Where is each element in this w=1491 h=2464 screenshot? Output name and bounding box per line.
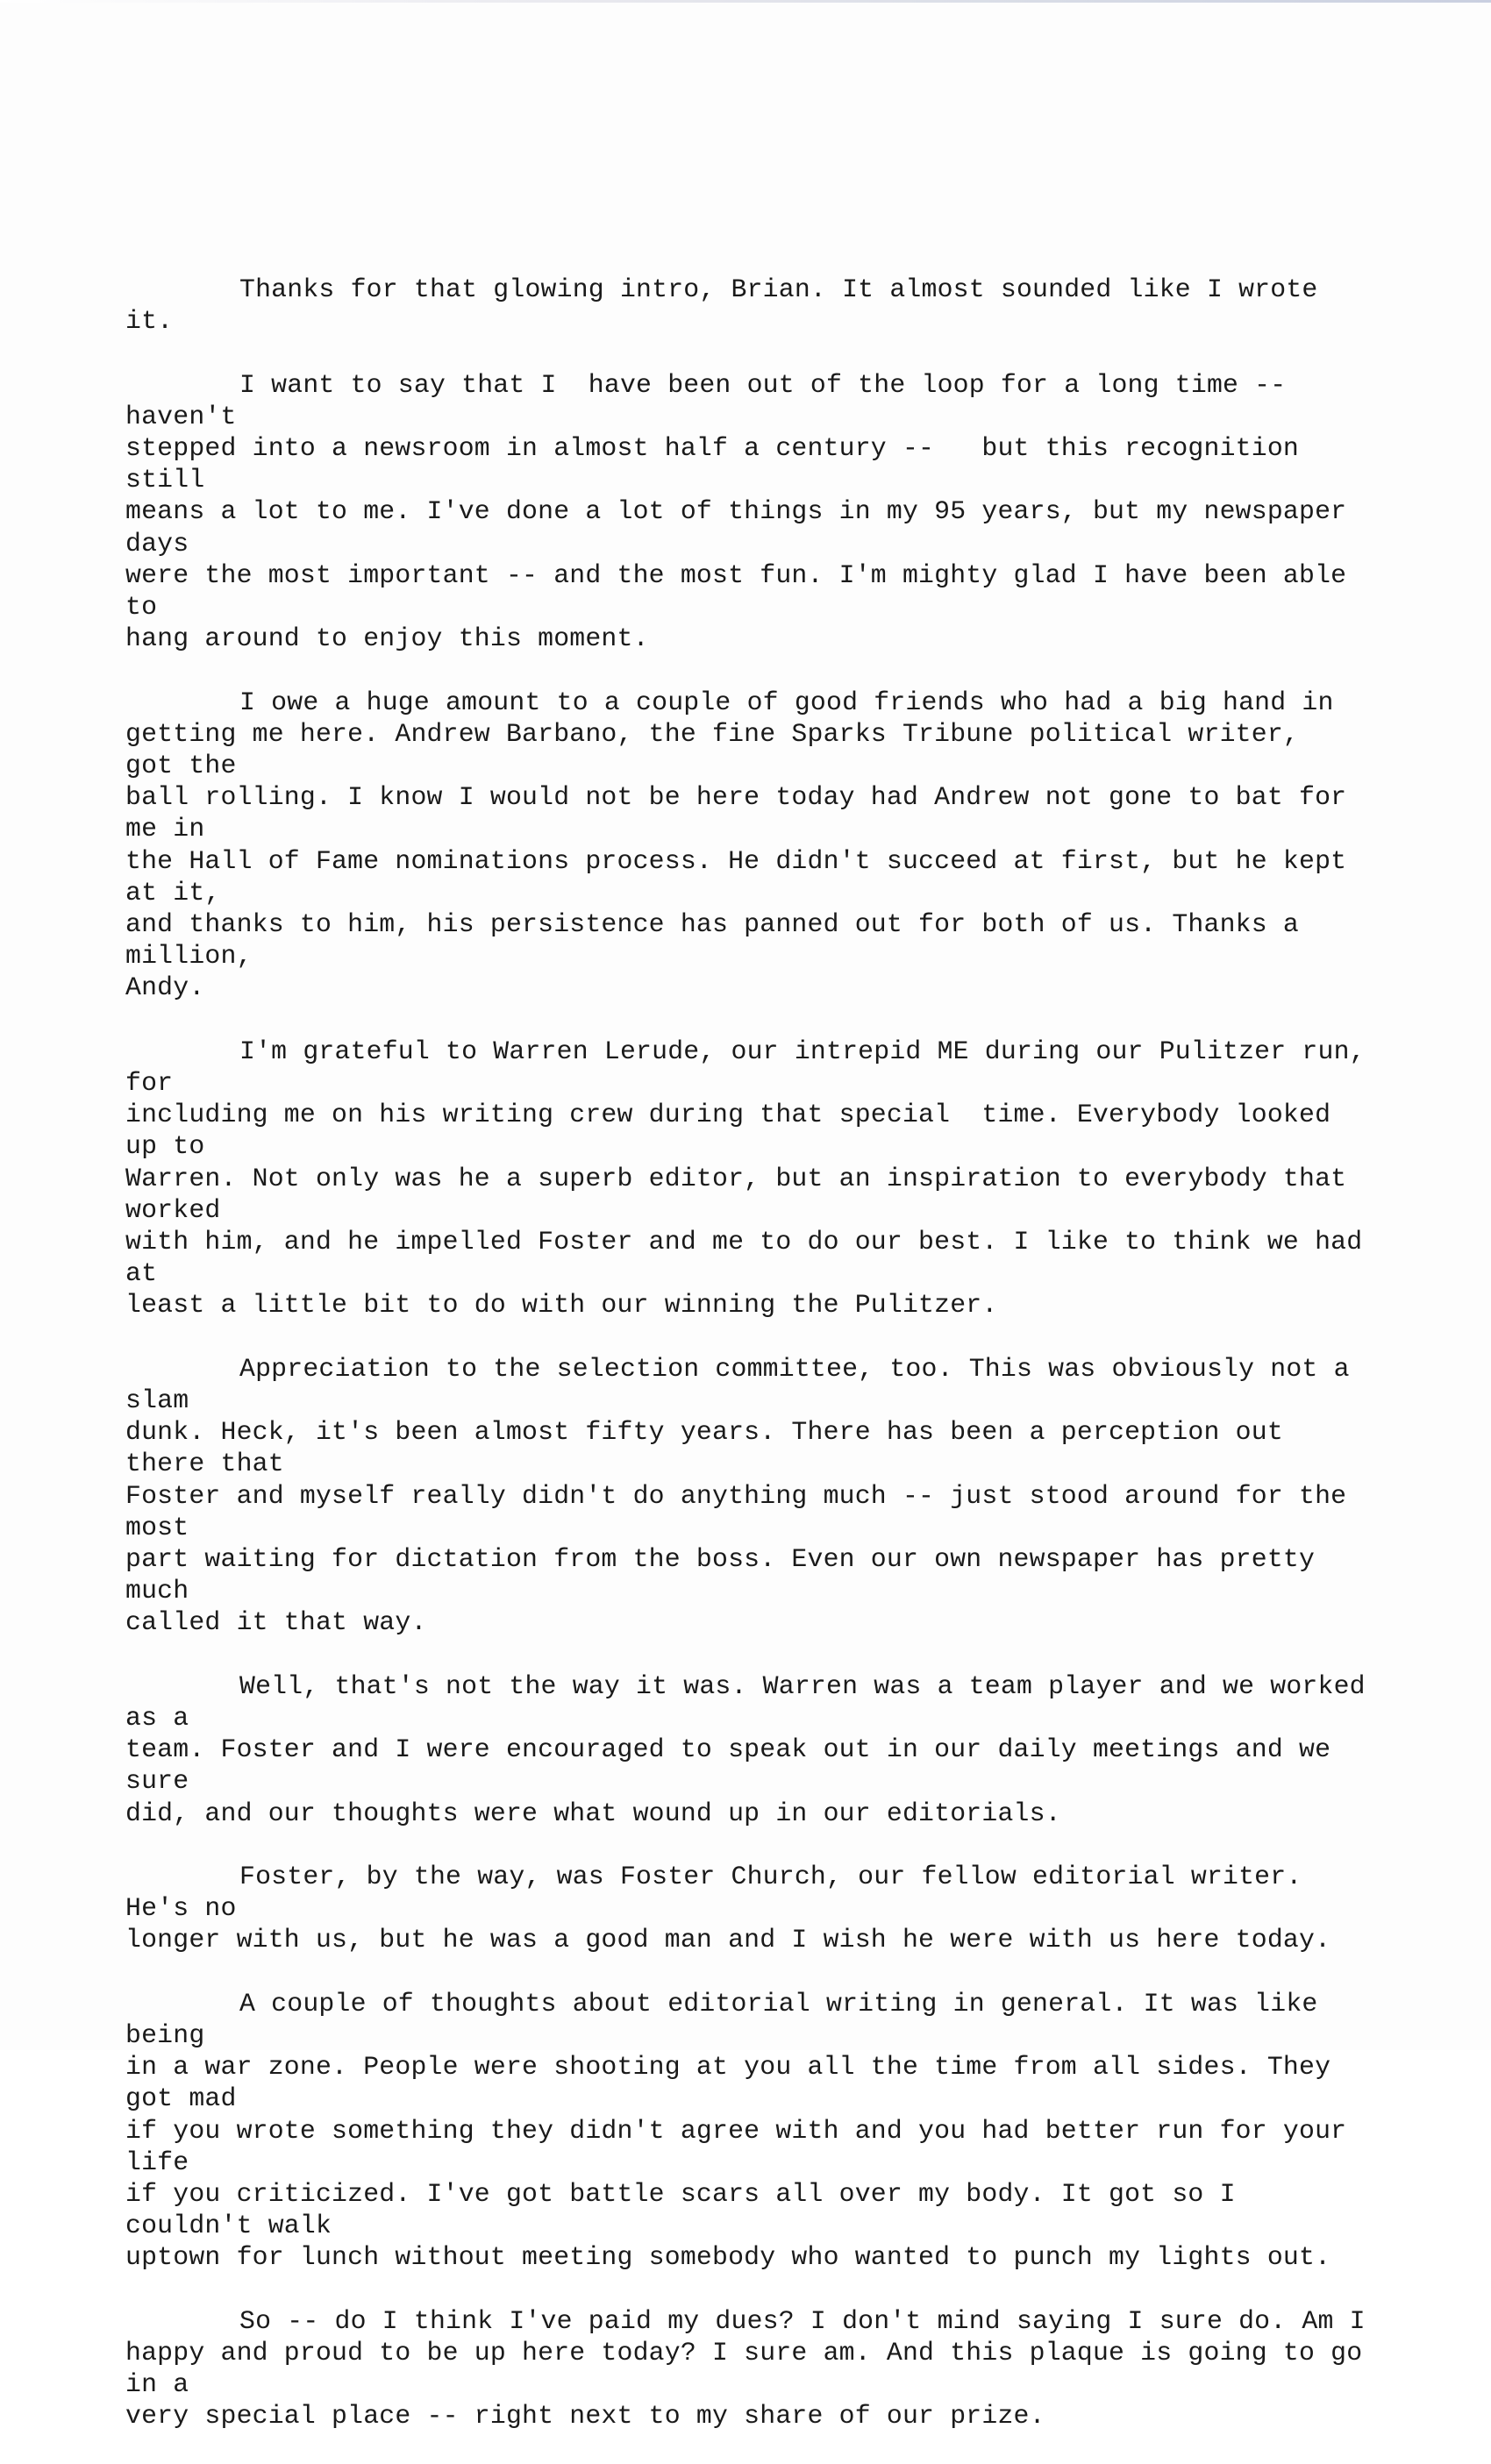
speech-text [125,274,1371,2464]
paragraph-friends: I owe a huge amount to a couple of good friends who had a big hand in getting me here. Andrew Barbano, the fine Sparks Tribune political writer, got the ball rolling. I know I would not be here today had Andrew not gone to bat for me in the Hall of Fame nominations process. He didn't succeed at first, but he kept at it, and thanks to him, his persistence has panned out for both of us. Thanks a million, Andy. [125,687,1347,1003]
scan-edge-shadow [0,0,1491,3]
paragraph-foster-church: Foster, by the way, was Foster Church, our fellow editorial writer. He's no longer with us, but he was a good man and I wish he were with us here today. [125,1862,1331,1955]
paragraph-team-player: Well, that's not the way it was. Warren was a team player and we worked as a team. Foster and I were encouraged to speak out in our daily meetings and we sure did, and our thoughts were what wound up in our editorials. [125,1670,1366,1828]
paragraph-editorial-writing: A couple of thoughts about editorial writing in general. It was like being in a war zone. People were shooting at you all the time from all sides. They got mad if you wrote something they didn't agree with and you had better run for your life if you criticized. I've got battle scars all over my body. It got so I couldn't walk uptown for lunch without meeting somebody who wanted to punch my lights out. [125,1988,1347,2273]
paragraph-warren-lerude: I'm grateful to Warren Lerude, our intrepid ME during our Pulitzer run, for including me on his writing crew during that special time. Everybody looked up to Warren. Not only was he a superb editor, but an inspiration to everybody that worked with him, and he impelled Foster and me to do our best. I like to think we had at least a little bit to do with our winning the Pulitzer. [125,1036,1366,1321]
paragraph-thanks-intro: Thanks for that glowing intro, Brian. It almost sounded like I wrote it. [125,274,1334,337]
paragraph-out-of-loop: I want to say that I have been out of the loop for a long time -- haven't stepped into a newsroom in almost half a century -- but this recognition still means a lot to me. I've done a lot of things in my 95 years, but my newspaper days were the most important -- and the most fun. I'm mighty glad I have been able to hang around to enjoy this moment. [125,369,1347,654]
paragraph-selection-committee: Appreciation to the selection committee, too. This was obviously not a slam dunk. Heck, it's been almost fifty years. There has been a perception out there that Foster and myself really didn't do anything much -- just stood around for the most part waiting for dictation from the boss. Even our own newspaper has pretty much called it that way. [125,1353,1350,1638]
paragraph-paid-dues: So -- do I think I've paid my dues? I don't mind saying I sure do. Am I happy and proud to be up here today? I sure am. And this plaque is going to go in a very special place -- right next to my share of our prize. [125,2305,1366,2432]
